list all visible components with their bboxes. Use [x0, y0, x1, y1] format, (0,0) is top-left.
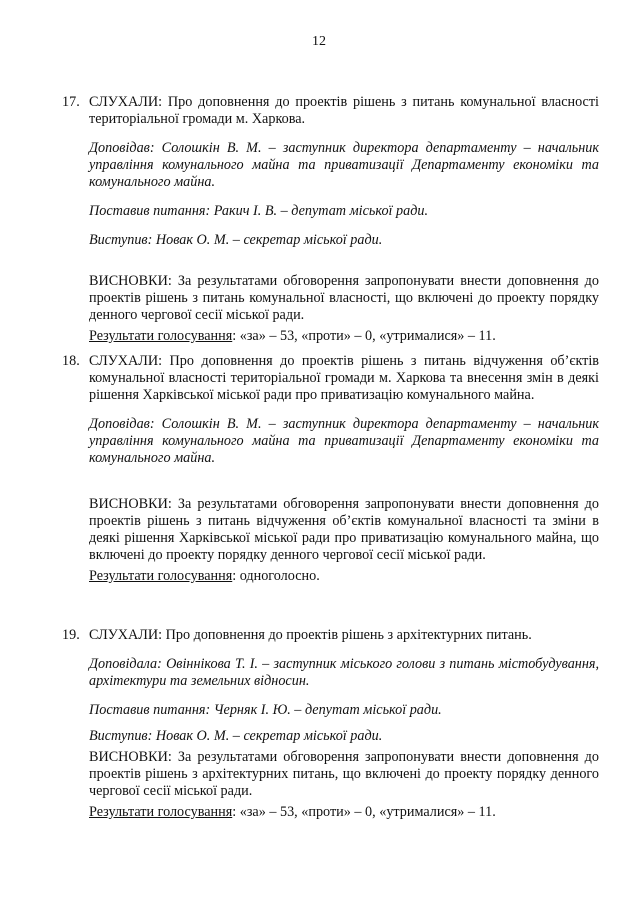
item-conclusions	[89, 749, 599, 800]
heard-text: Про доповнення до проектів рішень з питань відчуження об’єктів комунальної власності територіальної громади м. Харкова та внесення змін в деякі рішення Харківської міської ради про приватизацію комунального майна.	[89, 353, 599, 403]
agenda-item-19	[62, 627, 599, 821]
item-vote	[89, 568, 599, 585]
spoke-label: Виступив:	[89, 232, 153, 248]
speaker-text: Солошкін В. М. – заступник директора департаменту – начальник управління комунального майна та приватизації Департаменту економіки та комунального майна.	[89, 140, 600, 190]
speaker-text: Солошкін В. М. – заступник директора департаменту – начальник управління комунального майна та приватизації Департаменту економіки та комунального майна.	[89, 416, 600, 466]
heard-text: Про доповнення до проектів рішень з архітектурних питань.	[165, 627, 532, 643]
raised-text: Ракич І. В. – депутат міської ради.	[213, 203, 429, 219]
vote-text: : «за» – 53, «проти» – 0, «утрималися» – 11.	[232, 804, 496, 820]
vote-text: : одноголосно.	[232, 568, 320, 584]
page-number: 12	[312, 34, 326, 49]
speaker-label: Доповідав:	[89, 140, 155, 156]
vote-label: Результати голосування	[89, 804, 233, 820]
item-number: 17.	[62, 94, 80, 110]
agenda-item-17	[62, 94, 599, 345]
item-heard	[62, 353, 599, 404]
speaker-label: Доповідав:	[89, 416, 155, 432]
item-number: 19.	[62, 627, 80, 643]
item-heard	[62, 627, 599, 644]
agenda-item-18	[62, 353, 599, 585]
vote-label: Результати голосування	[89, 568, 233, 584]
raised-text: Черняк І. Ю. – депутат міської ради.	[213, 702, 442, 718]
heard-label: СЛУХАЛИ:	[89, 353, 163, 369]
spoke-text: Новак О. М. – секретар міської ради.	[155, 232, 383, 248]
item-conclusions	[89, 496, 599, 564]
spoke-text: Новак О. М. – секретар міської ради.	[155, 728, 383, 744]
item-speaker	[89, 656, 599, 690]
item-conclusions	[89, 273, 599, 324]
item-speaker	[89, 140, 599, 191]
heard-label: СЛУХАЛИ:	[89, 94, 163, 110]
conclusions-text: За результатами обговорення запропонувати внести доповнення до проектів рішень з питань відчуження об’єктів комунальної власності та зміни в деякі рішення Харківської міської ради про приватизацію комунального майна, що включені до проекту порядку денного чергової сесії міської ради.	[89, 496, 599, 563]
item-spoke	[89, 728, 599, 745]
spoke-label: Виступив:	[89, 728, 153, 744]
conclusions-label: ВИСНОВКИ:	[89, 749, 172, 765]
conclusions-text: За результатами обговорення запропонувати внести доповнення до проектів рішень з питань комунальної власності, що включені до проекту порядку денного чергової сесії міської ради.	[89, 273, 599, 323]
vote-label: Результати голосування	[89, 328, 233, 344]
item-raised	[89, 702, 599, 719]
item-heard	[62, 94, 599, 128]
speaker-text: Овіннікова Т. І. – заступник міського голови з питань містобудування, архітектури та земельних відносин.	[89, 656, 600, 689]
raised-label: Поставив питання:	[89, 203, 211, 219]
speaker-label: Доповідала:	[89, 656, 162, 672]
raised-label: Поставив питання:	[89, 702, 211, 718]
conclusions-label: ВИСНОВКИ:	[89, 273, 172, 289]
item-vote	[89, 804, 599, 821]
item-raised	[89, 203, 599, 220]
item-vote	[89, 328, 599, 345]
item-speaker	[89, 416, 599, 467]
heard-text: Про доповнення до проектів рішень з питань комунальної власності територіальної громади м. Харкова.	[89, 94, 599, 127]
conclusions-text: За результатами обговорення запропонувати внести доповнення до проектів рішень з архітектурних питань, що включені до проекту порядку денного чергової сесії міської ради.	[89, 749, 599, 799]
item-number: 18.	[62, 353, 80, 369]
vote-text: : «за» – 53, «проти» – 0, «утрималися» – 11.	[232, 328, 496, 344]
heard-label: СЛУХАЛИ:	[89, 627, 163, 643]
conclusions-label: ВИСНОВКИ:	[89, 496, 172, 512]
item-spoke	[89, 232, 599, 249]
